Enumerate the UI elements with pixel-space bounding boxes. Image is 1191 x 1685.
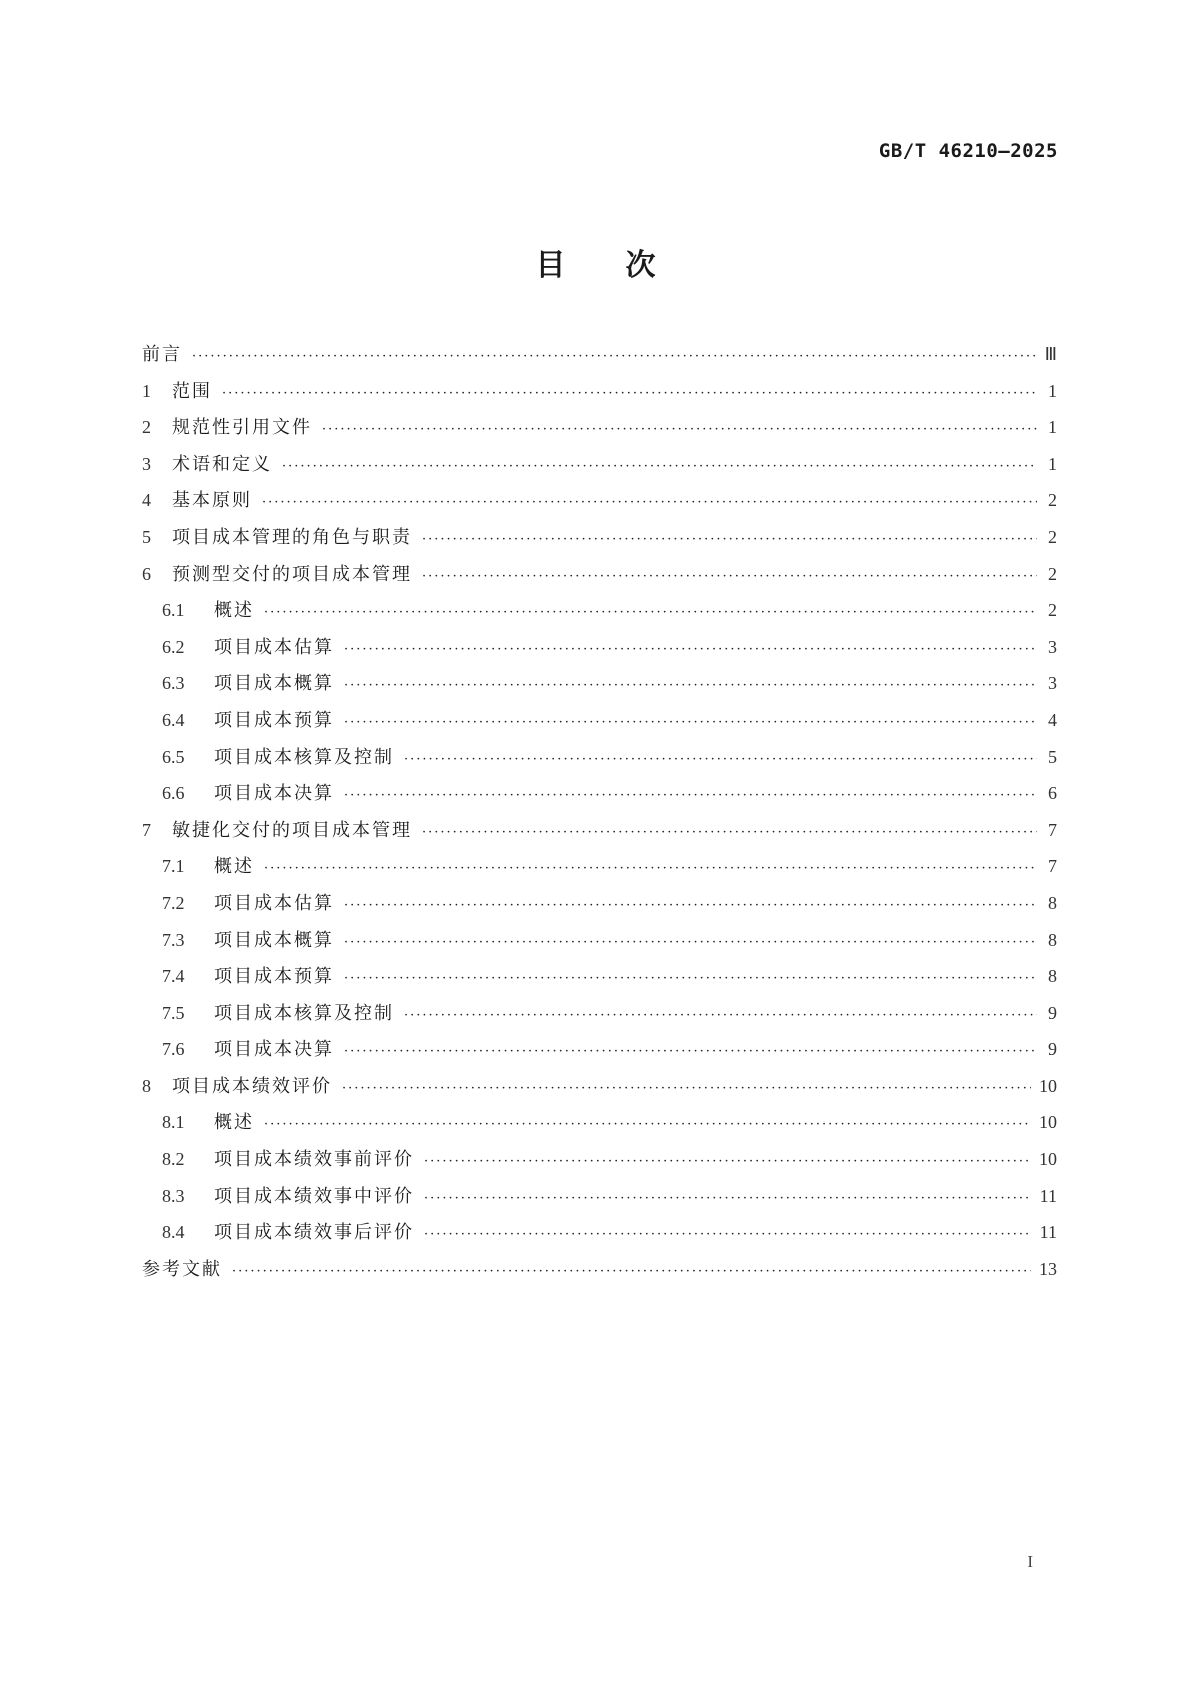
toc-entry-number: 6.2 (162, 636, 185, 657)
toc-entry-page: 2 (1048, 490, 1057, 511)
toc-entry[interactable] (142, 885, 1057, 922)
toc-entry-page: 8 (1048, 892, 1057, 913)
toc-entry[interactable] (142, 665, 1057, 702)
toc-entry-number: 8.2 (162, 1149, 185, 1170)
toc-dot-leader (192, 339, 1037, 376)
toc-entry[interactable] (142, 995, 1057, 1032)
toc-entry-title: 项目成本核算及控制 (214, 746, 394, 768)
toc-entry[interactable] (142, 629, 1057, 666)
toc-dot-leader (404, 742, 1037, 779)
toc-entry-title: 基本原则 (172, 490, 252, 512)
toc-entry-title: 项目成本绩效事中评价 (214, 1185, 414, 1207)
toc-entry[interactable] (142, 1141, 1057, 1178)
toc-entry-title: 敏捷化交付的项目成本管理 (172, 819, 412, 841)
toc-entry[interactable] (142, 409, 1057, 446)
page-title: 目次 (535, 248, 716, 283)
toc-entry[interactable] (142, 702, 1057, 739)
toc-dot-leader (344, 1034, 1037, 1071)
toc-entry-page: 6 (1048, 783, 1057, 804)
toc-entry-title: 项目成本预算 (214, 966, 334, 988)
toc-entry-page: 2 (1048, 526, 1057, 547)
toc-dot-leader (344, 668, 1037, 705)
toc-dot-leader (424, 1181, 1032, 1218)
toc-entry-title: 项目成本估算 (214, 892, 334, 914)
toc-dot-leader (344, 888, 1037, 925)
toc-entry[interactable] (142, 556, 1057, 593)
toc-entry-number: 2 (142, 417, 151, 438)
toc-entry-number: 1 (142, 380, 151, 401)
toc-entry-page: 8 (1048, 966, 1057, 987)
toc-dot-leader (424, 1217, 1032, 1254)
toc-entry-title: 项目成本概算 (214, 673, 334, 695)
toc-entry[interactable] (142, 775, 1057, 812)
toc-entry-page: 9 (1048, 1002, 1057, 1023)
toc-entry-page: 13 (1039, 1258, 1057, 1279)
table-of-contents (142, 336, 1057, 1287)
toc-entry-title: 项目成本绩效事前评价 (214, 1149, 414, 1171)
toc-dot-leader (344, 961, 1037, 998)
toc-entry-title: 项目成本管理的角色与职责 (172, 526, 412, 548)
toc-entry-number: 8.1 (162, 1112, 185, 1133)
toc-entry-page: 4 (1048, 709, 1057, 730)
toc-entry-page: 7 (1048, 856, 1057, 877)
toc-entry-page: 2 (1048, 563, 1057, 584)
toc-entry-page: 8 (1048, 929, 1057, 950)
toc-entry-page: Ⅲ (1044, 344, 1057, 364)
toc-entry[interactable] (142, 812, 1057, 849)
toc-entry[interactable] (142, 1068, 1057, 1105)
toc-dot-leader (344, 925, 1037, 962)
toc-entry-title: 项目成本决算 (214, 1039, 334, 1061)
toc-entry-title: 概述 (214, 856, 254, 878)
toc-entry-page: 3 (1048, 673, 1057, 694)
toc-dot-leader (282, 449, 1037, 486)
toc-entry-title: 项目成本核算及控制 (214, 1002, 394, 1024)
toc-entry-title: 规范性引用文件 (172, 417, 312, 439)
toc-entry-page: 10 (1039, 1149, 1057, 1170)
toc-entry[interactable] (142, 519, 1057, 556)
toc-entry[interactable] (142, 482, 1057, 519)
toc-entry-title: 项目成本绩效评价 (172, 1075, 332, 1097)
toc-entry-number: 5 (142, 526, 151, 547)
toc-entry-number: 7 (142, 819, 151, 840)
toc-entry-number: 7.5 (162, 1002, 185, 1023)
toc-entry-title: 参考文献 (142, 1258, 222, 1280)
toc-entry-page: 11 (1039, 1185, 1057, 1206)
toc-entry[interactable] (142, 592, 1057, 629)
toc-dot-leader (422, 815, 1037, 852)
standard-code: GB/T 46210—2025 (878, 140, 1058, 162)
toc-entry-title: 概述 (214, 600, 254, 622)
toc-entry-number: 7.1 (162, 856, 185, 877)
toc-dot-leader (422, 522, 1037, 559)
toc-dot-leader (342, 1071, 1031, 1108)
toc-entry-number: 6.5 (162, 746, 185, 767)
toc-entry[interactable] (142, 1031, 1057, 1068)
toc-entry-title: 项目成本概算 (214, 929, 334, 951)
toc-entry-number: 8 (142, 1075, 151, 1096)
toc-entry-title: 预测型交付的项目成本管理 (172, 563, 412, 585)
toc-dot-leader (264, 851, 1037, 888)
toc-entry-page: 2 (1048, 600, 1057, 621)
toc-entry-page: 1 (1048, 453, 1057, 474)
toc-entry-page: 5 (1048, 746, 1057, 767)
toc-entry-number: 6.6 (162, 783, 185, 804)
toc-entry-number: 7.2 (162, 892, 185, 913)
toc-entry-page: 1 (1048, 380, 1057, 401)
toc-entry-page: 11 (1039, 1222, 1057, 1243)
toc-dot-leader (422, 559, 1037, 596)
toc-entry[interactable] (142, 336, 1057, 373)
toc-entry-title: 前言 (142, 344, 182, 365)
toc-dot-leader (424, 1144, 1031, 1181)
toc-entry-number: 3 (142, 453, 151, 474)
toc-entry-title: 范围 (172, 380, 212, 402)
toc-entry[interactable] (142, 848, 1057, 885)
toc-entry[interactable] (142, 922, 1057, 959)
toc-entry-page: 3 (1048, 636, 1057, 657)
toc-dot-leader (344, 705, 1037, 742)
toc-entry[interactable] (142, 446, 1057, 483)
toc-entry-number: 8.3 (162, 1185, 185, 1206)
toc-entry[interactable] (142, 373, 1057, 410)
toc-entry-page: 1 (1048, 417, 1057, 438)
toc-entry[interactable] (142, 1214, 1057, 1251)
toc-dot-leader (232, 1254, 1031, 1291)
toc-entry[interactable] (142, 1178, 1057, 1215)
toc-entry-number: 4 (142, 490, 151, 511)
toc-entry-page: 9 (1048, 1039, 1057, 1060)
toc-entry-title: 项目成本估算 (214, 636, 334, 658)
toc-dot-leader (404, 998, 1037, 1035)
toc-dot-leader (344, 778, 1037, 815)
toc-entry[interactable] (142, 1104, 1057, 1141)
toc-entry-title: 项目成本预算 (214, 709, 334, 731)
toc-dot-leader (262, 485, 1037, 522)
toc-entry-number: 6.1 (162, 600, 185, 621)
toc-entry-number: 6.3 (162, 673, 185, 694)
toc-entry-page: 10 (1039, 1075, 1057, 1096)
toc-dot-leader (222, 376, 1037, 413)
toc-dot-leader (264, 595, 1037, 632)
toc-dot-leader (322, 412, 1037, 449)
toc-entry-number: 6 (142, 563, 151, 584)
toc-dot-leader (264, 1107, 1031, 1144)
toc-entry-page: 10 (1039, 1112, 1057, 1133)
toc-entry-title: 概述 (214, 1112, 254, 1134)
toc-entry[interactable] (142, 1251, 1057, 1288)
toc-entry-title: 术语和定义 (172, 453, 272, 475)
toc-entry-number: 7.3 (162, 929, 185, 950)
toc-entry-title: 项目成本绩效事后评价 (214, 1222, 414, 1244)
toc-entry-number: 7.6 (162, 1039, 185, 1060)
toc-dot-leader (344, 632, 1037, 669)
toc-entry-number: 7.4 (162, 966, 185, 987)
toc-entry[interactable] (142, 958, 1057, 995)
page-number: I (1027, 1552, 1033, 1571)
toc-entry[interactable] (142, 739, 1057, 776)
toc-entry-number: 8.4 (162, 1222, 185, 1243)
toc-entry-title: 项目成本决算 (214, 783, 334, 805)
toc-entry-number: 6.4 (162, 709, 185, 730)
toc-entry-page: 7 (1048, 819, 1057, 840)
